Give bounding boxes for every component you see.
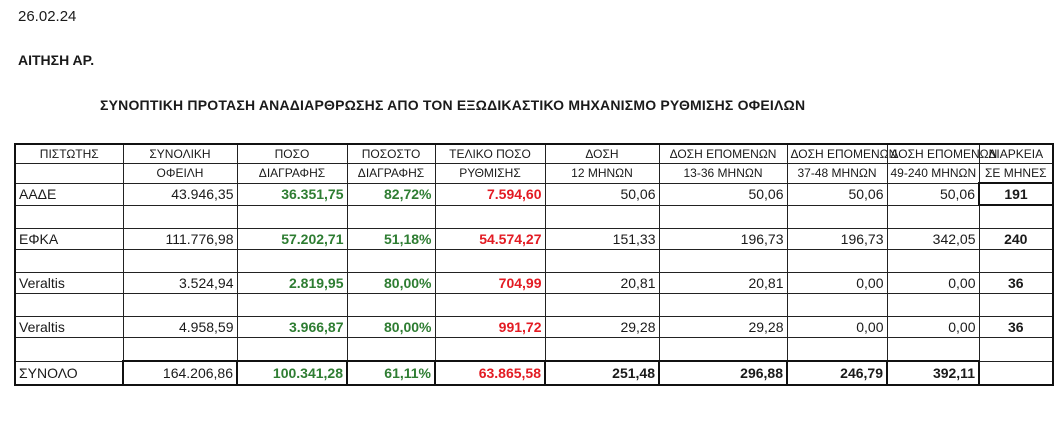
table-row [15, 183, 1053, 205]
col-d36-header: ΔΟΣΗ ΕΠΟΜΕΝΩΝ [659, 144, 787, 164]
totals-row [15, 361, 1053, 385]
table-row [15, 317, 1053, 338]
installment-240-cell: 0,00 [887, 273, 979, 294]
col-d240-header: ΔΟΣΗ ΕΠΟΜΕΝΩΝ [887, 144, 979, 164]
installment-48-cell: 0,00 [787, 273, 887, 294]
installment-12-cell: 20,81 [545, 273, 659, 294]
writeoff-amount-cell: 57.202,71 [237, 229, 347, 250]
col-final-header: ΤΕΛΙΚΟ ΠΟΣΟ [435, 144, 545, 164]
table-spacer-row [15, 294, 1053, 317]
installment-48-cell: 196,73 [787, 229, 887, 250]
col-d48-header-line2: 37-48 ΜΗΝΩΝ [787, 164, 887, 184]
total-debt-cell: 43.946,35 [123, 183, 237, 205]
installment-240-cell: 0,00 [887, 317, 979, 338]
final-amount-cell: 7.594,60 [435, 183, 545, 205]
table-spacer-row [15, 205, 1053, 229]
col-pct-header: ΠΟΣΟΣΤΟ [347, 144, 435, 164]
table-spacer-row [15, 338, 1053, 362]
col-months-header-line2: ΣΕ ΜΗΝΕΣ [979, 164, 1053, 184]
writeoff-percent-cell: 80,00% [347, 317, 435, 338]
document-title: ΣΥΝΟΠΤΙΚΗ ΠΡΟΤΑΣΗ ΑΝΑΔΙΑΡΘΡΩΣΗΣ ΑΠΟ ΤΟΝ ΕΞΩΔΙΚΑΣΤΙΚΟ ΜΗΧΑΝΙΣΜΟ ΡΥΘΜΙΣΗΣ ΟΦΕΙΛΩΝ [100, 97, 806, 113]
col-d36-header-line2: 13-36 ΜΗΝΩΝ [659, 164, 787, 184]
writeoff-amount-cell: 36.351,75 [237, 183, 347, 205]
writeoff-amount-cell: 2.819,95 [237, 273, 347, 294]
col-months-header: ΔΙΑΡΚΕΙΑ [979, 144, 1053, 164]
col-d12-header-line2: 12 ΜΗΝΩΝ [545, 164, 659, 184]
installment-36-cell: 29,28 [659, 317, 787, 338]
totals-writeoff-percent: 61,11% [347, 361, 435, 385]
col-pct-header-line2: ΔΙΑΓΡΑΦΗΣ [347, 164, 435, 184]
totals-total-debt: 164.206,86 [123, 361, 237, 385]
restructuring-table [14, 143, 1054, 386]
duration-months-cell: 36 [979, 317, 1053, 338]
col-final-header-line2: ΡΥΘΜΙΣΗΣ [435, 164, 545, 184]
totals-label: ΣΥΝΟΛΟ [15, 361, 123, 385]
installment-240-cell: 342,05 [887, 229, 979, 250]
creditor-cell: ΕΦΚΑ [15, 229, 123, 250]
table-header [15, 144, 1053, 183]
installment-12-cell: 151,33 [545, 229, 659, 250]
totals-installment-12: 251,48 [545, 361, 659, 385]
totals-writeoff-amount: 100.341,28 [237, 361, 347, 385]
installment-48-cell: 50,06 [787, 183, 887, 205]
writeoff-percent-cell: 51,18% [347, 229, 435, 250]
table-row [15, 273, 1053, 294]
installment-36-cell: 50,06 [659, 183, 787, 205]
header-row-1 [15, 144, 1053, 164]
totals-installment-36: 296,88 [659, 361, 787, 385]
installment-36-cell: 196,73 [659, 229, 787, 250]
creditor-cell: Veraltis [15, 273, 123, 294]
request-number-label: ΑΙΤΗΣΗ ΑΡ. [18, 52, 95, 68]
final-amount-cell: 991,72 [435, 317, 545, 338]
header-row-2 [15, 164, 1053, 184]
writeoff-percent-cell: 82,72% [347, 183, 435, 205]
final-amount-cell: 54.574,27 [435, 229, 545, 250]
writeoff-amount-cell: 3.966,87 [237, 317, 347, 338]
writeoff-percent-cell: 80,00% [347, 273, 435, 294]
col-total-header-line2: ΟΦΕΙΛΗ [123, 164, 237, 184]
col-creditor-header-line2 [15, 164, 123, 184]
document-date: 26.02.24 [18, 8, 77, 25]
table-row [15, 229, 1053, 250]
col-creditor-header: ΠΙΣΤΩΤΗΣ [15, 144, 123, 164]
total-debt-cell: 4.958,59 [123, 317, 237, 338]
totals-installment-240: 392,11 [887, 361, 979, 385]
totals-duration [979, 361, 1053, 385]
col-d48-header: ΔΟΣΗ ΕΠΟΜΕΝΩΝ [787, 144, 887, 164]
creditor-cell: ΑΑΔΕ [15, 183, 123, 205]
table-spacer-row [15, 250, 1053, 273]
duration-months-cell: 36 [979, 273, 1053, 294]
duration-months-cell: 240 [979, 229, 1053, 250]
col-writeoff-header: ΠΟΣΟ [237, 144, 347, 164]
final-amount-cell: 704,99 [435, 273, 545, 294]
installment-36-cell: 20,81 [659, 273, 787, 294]
col-writeoff-header-line2: ΔΙΑΓΡΑΦΗΣ [237, 164, 347, 184]
duration-months-cell: 191 [979, 183, 1053, 205]
installment-12-cell: 29,28 [545, 317, 659, 338]
totals-installment-48: 246,79 [787, 361, 887, 385]
creditor-cell: Veraltis [15, 317, 123, 338]
installment-240-cell: 50,06 [887, 183, 979, 205]
col-d240-header-line2: 49-240 ΜΗΝΩΝ [887, 164, 979, 184]
installment-48-cell: 0,00 [787, 317, 887, 338]
total-debt-cell: 111.776,98 [123, 229, 237, 250]
col-total-header: ΣΥΝΟΛΙΚΗ [123, 144, 237, 164]
col-d12-header: ΔΟΣΗ [545, 144, 659, 164]
total-debt-cell: 3.524,94 [123, 273, 237, 294]
totals-final-amount: 63.865,58 [435, 361, 545, 385]
installment-12-cell: 50,06 [545, 183, 659, 205]
